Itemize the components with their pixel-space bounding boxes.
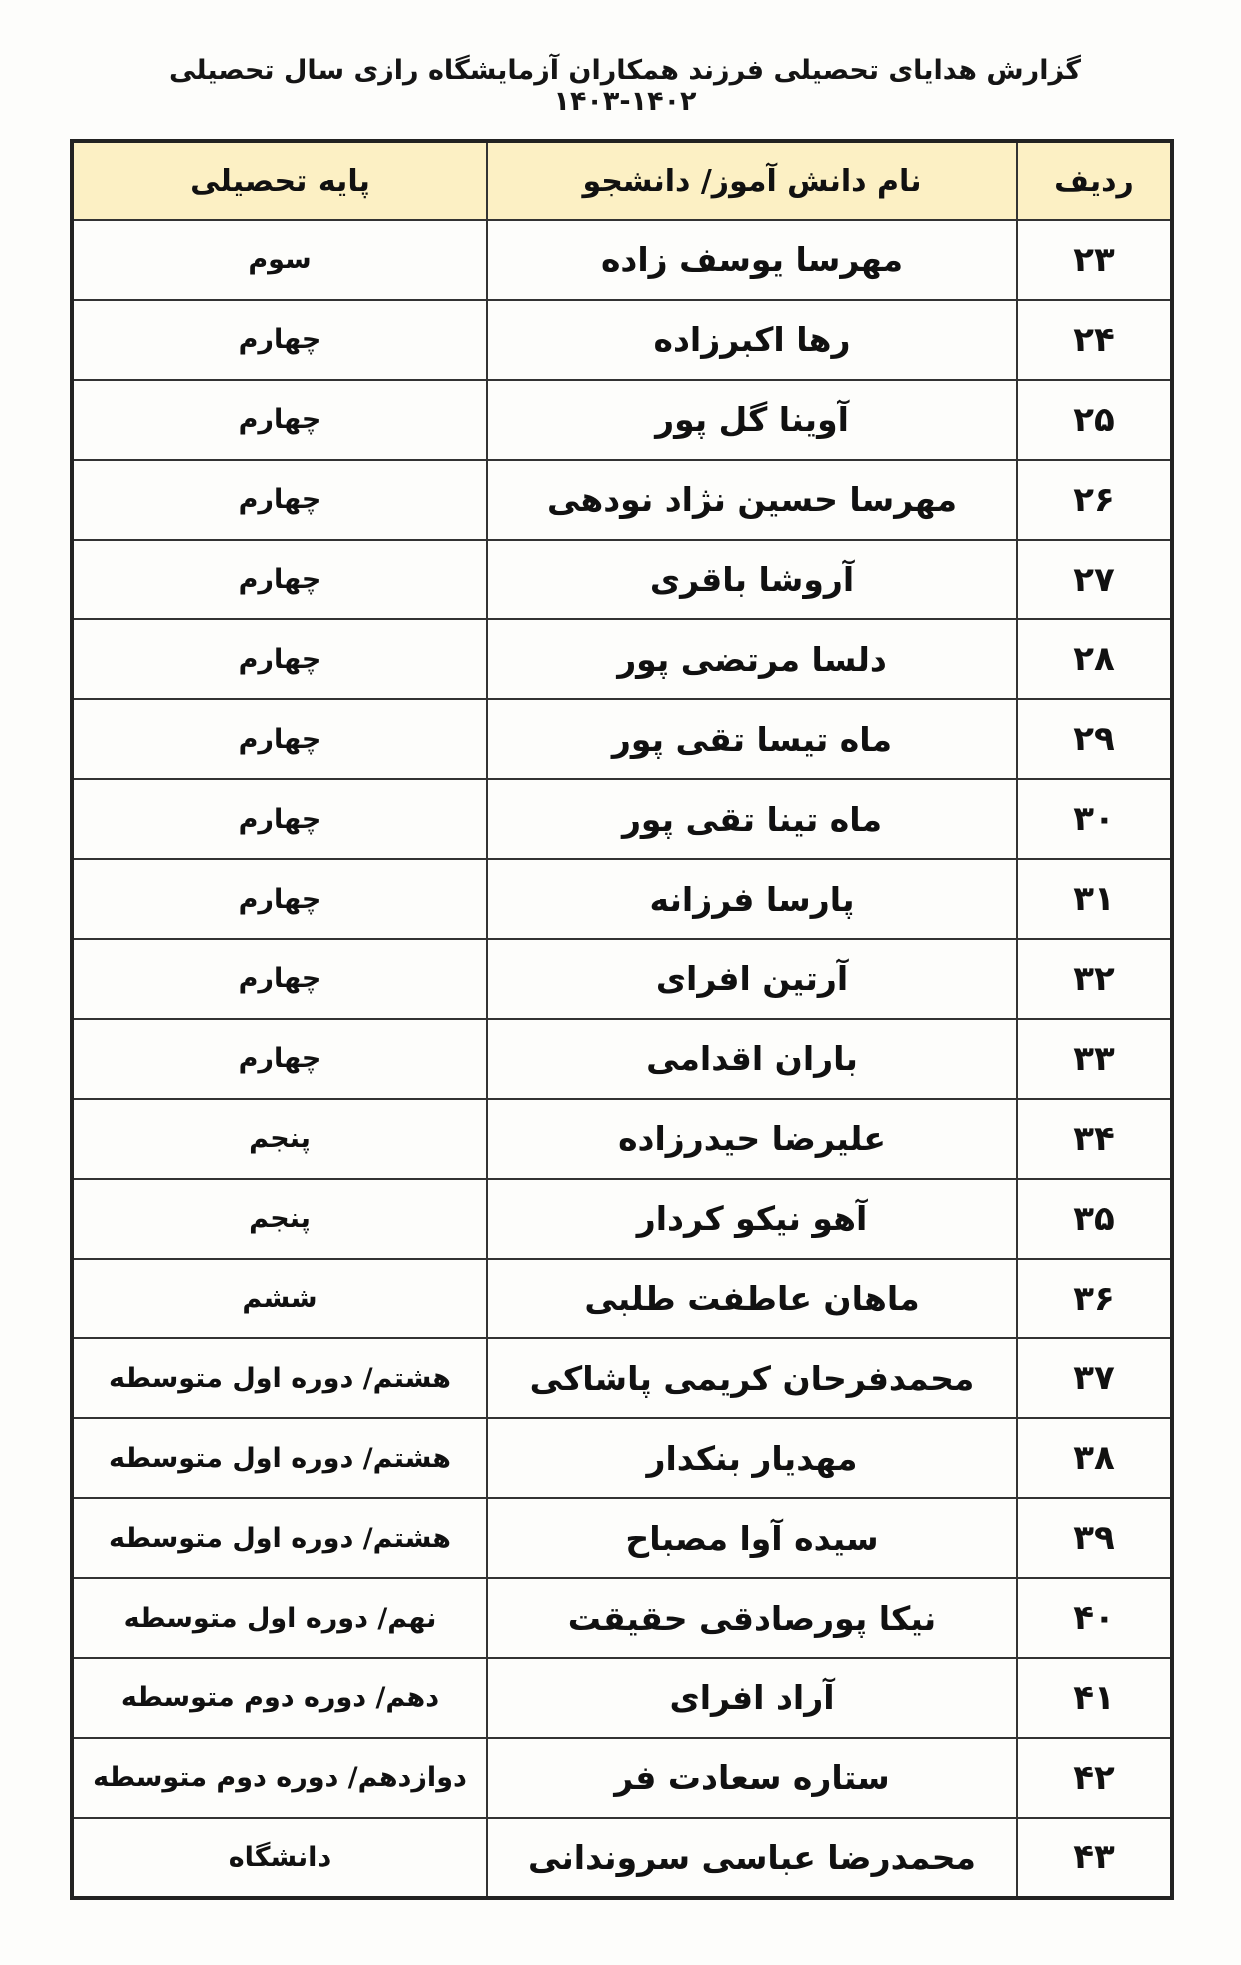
row-number-cell: ۳۷ <box>1017 1338 1172 1418</box>
row-number-cell: ۴۰ <box>1017 1578 1172 1658</box>
row-number-cell: ۴۳ <box>1017 1818 1172 1898</box>
student-name-cell: رها اکبرزاده <box>487 300 1017 380</box>
student-name-cell: آروشا باقری <box>487 540 1017 620</box>
grade-cell: چهارم <box>72 300 487 380</box>
student-name-cell: علیرضا حیدرزاده <box>487 1099 1017 1179</box>
grade-cell: هشتم/ دوره اول متوسطه <box>72 1338 487 1418</box>
table-row <box>72 1498 1172 1578</box>
table-row <box>72 1578 1172 1658</box>
table-row <box>72 460 1172 540</box>
table-row <box>72 1338 1172 1418</box>
grade-cell: دوازدهم/ دوره دوم متوسطه <box>72 1738 487 1818</box>
grade-cell: هشتم/ دوره اول متوسطه <box>72 1418 487 1498</box>
grade-cell: ششم <box>72 1259 487 1339</box>
row-number-cell: ۲۹ <box>1017 699 1172 779</box>
table-row <box>72 939 1172 1019</box>
row-number-cell: ۳۵ <box>1017 1179 1172 1259</box>
row-number-cell: ۴۲ <box>1017 1738 1172 1818</box>
row-number-cell: ۲۳ <box>1017 220 1172 300</box>
student-name-cell: پارسا فرزانه <box>487 859 1017 939</box>
row-number-cell: ۳۰ <box>1017 779 1172 859</box>
table-row <box>72 1179 1172 1259</box>
row-number-cell: ۳۳ <box>1017 1019 1172 1099</box>
student-name-cell: محمدرضا عباسی سروندانی <box>487 1818 1017 1898</box>
grade-cell: چهارم <box>72 540 487 620</box>
grade-cell: دانشگاه <box>72 1818 487 1898</box>
row-number-cell: ۳۲ <box>1017 939 1172 1019</box>
row-number-cell: ۲۸ <box>1017 619 1172 699</box>
row-number-cell: ۳۸ <box>1017 1418 1172 1498</box>
student-name-cell: ماهان عاطفت طلبی <box>487 1259 1017 1339</box>
student-name-cell: سیده آوا مصباح <box>487 1498 1017 1578</box>
row-number-cell: ۳۹ <box>1017 1498 1172 1578</box>
row-number-cell: ۴۱ <box>1017 1658 1172 1738</box>
student-name-cell: باران اقدامی <box>487 1019 1017 1099</box>
table-row <box>72 380 1172 460</box>
page-title: گزارش هدایای تحصیلی فرزند همکاران آزمایشگاه رازی سال تحصیلی ۱۴۰۲-۱۴۰۳ <box>169 55 1081 117</box>
grade-cell: چهارم <box>72 1019 487 1099</box>
table-row <box>72 1099 1172 1179</box>
row-number-cell: ۲۵ <box>1017 380 1172 460</box>
student-name-cell: مهرسا حسین نژاد نودهی <box>487 460 1017 540</box>
student-name-cell: آهو نیکو کردار <box>487 1179 1017 1259</box>
student-name-cell: ماه تیسا تقی پور <box>487 699 1017 779</box>
table-row <box>72 1418 1172 1498</box>
table-row <box>72 220 1172 300</box>
table-row <box>72 1259 1172 1339</box>
table-row <box>72 699 1172 779</box>
header-student-name: نام دانش آموز/ دانشجو <box>487 141 1017 220</box>
student-name-cell: مهدیار بنکدار <box>487 1418 1017 1498</box>
table-row <box>72 1818 1172 1898</box>
header-grade: پایه تحصیلی <box>72 141 487 220</box>
row-number-cell: ۲۴ <box>1017 300 1172 380</box>
student-name-cell: ماه تینا تقی پور <box>487 779 1017 859</box>
students-table <box>70 139 1174 1900</box>
grade-cell: چهارم <box>72 699 487 779</box>
grade-cell: نهم/ دوره اول متوسطه <box>72 1578 487 1658</box>
grade-cell: هشتم/ دوره اول متوسطه <box>72 1498 487 1578</box>
grade-cell: چهارم <box>72 619 487 699</box>
table-header-row <box>72 141 1172 220</box>
grade-cell: سوم <box>72 220 487 300</box>
table-row <box>72 859 1172 939</box>
row-number-cell: ۳۱ <box>1017 859 1172 939</box>
row-number-cell: ۲۶ <box>1017 460 1172 540</box>
table-row <box>72 779 1172 859</box>
student-name-cell: محمدفرحان کریمی پاشاکی <box>487 1338 1017 1418</box>
student-name-cell: مهرسا یوسف زاده <box>487 220 1017 300</box>
table-row <box>72 619 1172 699</box>
row-number-cell: ۳۴ <box>1017 1099 1172 1179</box>
student-name-cell: آوینا گل پور <box>487 380 1017 460</box>
row-number-cell: ۳۶ <box>1017 1259 1172 1339</box>
table-body <box>72 220 1172 1898</box>
table-row <box>72 1658 1172 1738</box>
grade-cell: چهارم <box>72 859 487 939</box>
student-name-cell: ستاره سعادت فر <box>487 1738 1017 1818</box>
student-name-cell: دلسا مرتضی پور <box>487 619 1017 699</box>
student-name-cell: آرتین افرای <box>487 939 1017 1019</box>
grade-cell: چهارم <box>72 779 487 859</box>
table-row <box>72 1019 1172 1099</box>
table-row <box>72 540 1172 620</box>
row-number-cell: ۲۷ <box>1017 540 1172 620</box>
grade-cell: چهارم <box>72 380 487 460</box>
table-row <box>72 300 1172 380</box>
grade-cell: چهارم <box>72 460 487 540</box>
grade-cell: دهم/ دوره دوم متوسطه <box>72 1658 487 1738</box>
header-row-number: ردیف <box>1017 141 1172 220</box>
grade-cell: پنجم <box>72 1179 487 1259</box>
student-name-cell: آراد افرای <box>487 1658 1017 1738</box>
table-row <box>72 1738 1172 1818</box>
grade-cell: چهارم <box>72 939 487 1019</box>
student-name-cell: نیکا پورصادقی حقیقت <box>487 1578 1017 1658</box>
grade-cell: پنجم <box>72 1099 487 1179</box>
